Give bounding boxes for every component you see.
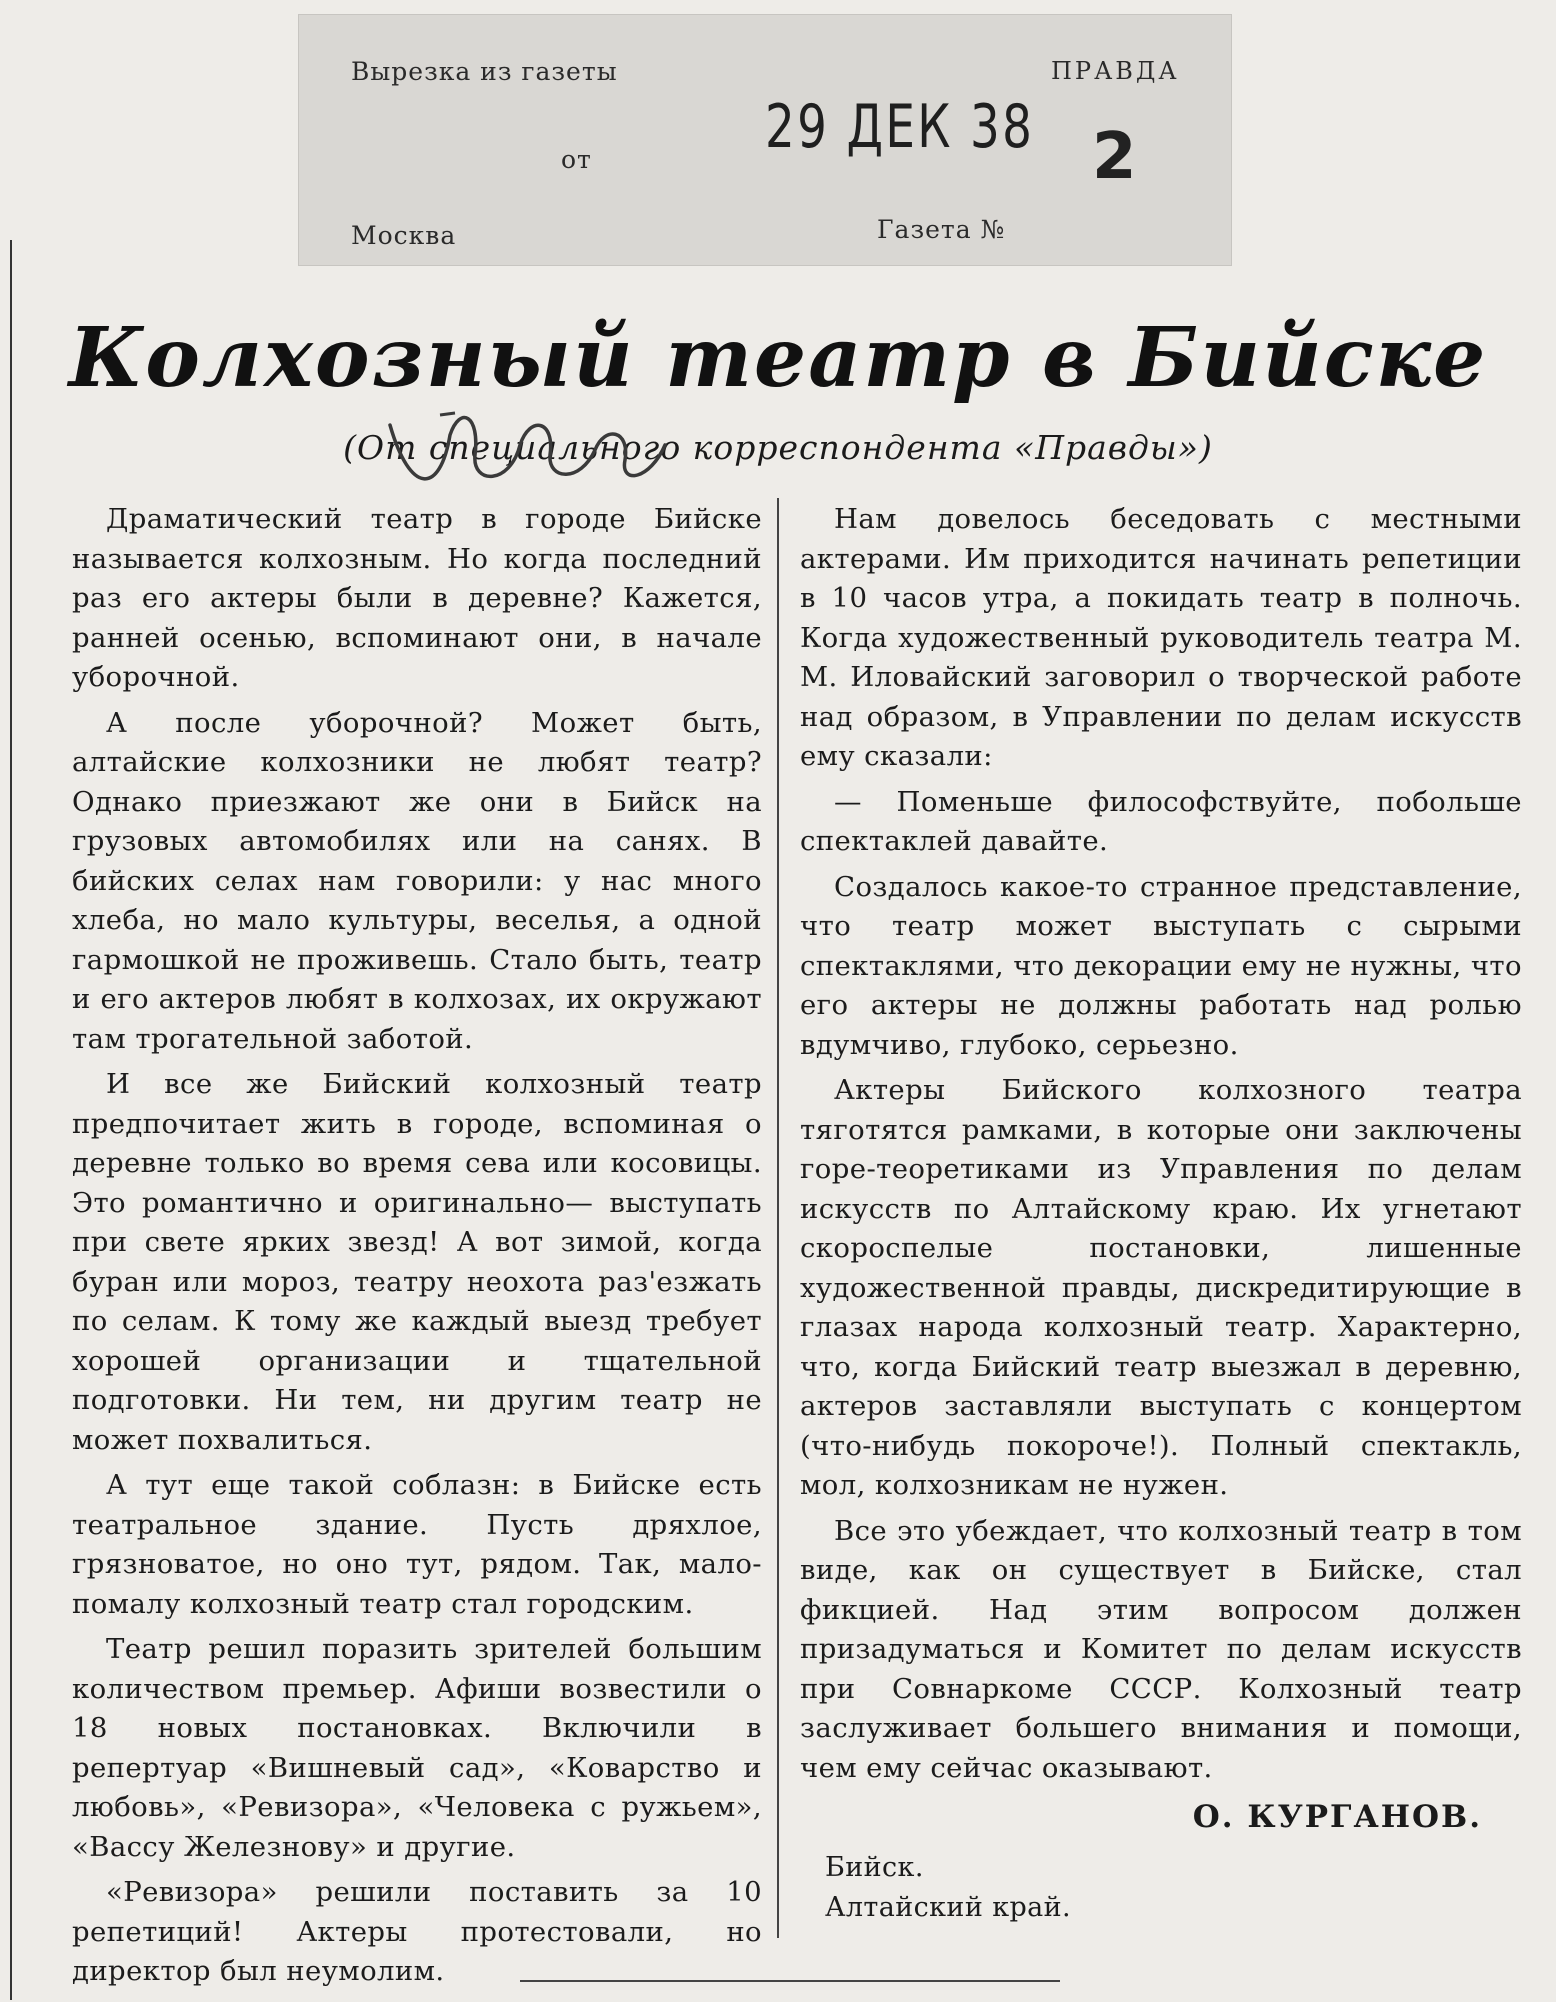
paragraph: Нам довелось беседовать с местными актерами. Им приходится начинать репетиции в 10 часов утра, а покидать театр в полночь. Когда художественный руководитель театра М. М. Иловайский заговорил о творческой работе над образом, в Управлении по делам искусств ему сказали: xyxy=(800,503,1522,772)
article-left-column xyxy=(72,500,762,1998)
dateline-city: Бийск. xyxy=(825,1851,924,1883)
paragraph: Театр решил поразить зрителей большим количеством премьер. Афиши возвестили о 18 новых постановках. Включили в репертуар «Вишневый сад», «Коварство и любовь», «Ревизора», «Человека с ружьем», «Вассу Железнову» и другие. xyxy=(72,1633,762,1863)
paragraph: А тут еще такой соблазн: в Бийске есть театральное здание. Пусть дряхлое, грязноватое, но оно тут, рядом. Так, мало-помалу колхозный театр стал городским. xyxy=(72,1469,762,1620)
author-signature: О. КУРГАНОВ. xyxy=(1192,1799,1482,1835)
label-clipping-from: Вырезка из газеты xyxy=(351,57,618,86)
paragraph: И все же Бийский колхозный театр предпочитает жить в городе, вспоминая о деревне только во время сева или косовицы. Это романтично и оригинально— выступать при свете ярких звезд! А вот зимой, когда буран или мороз, театру неохота раз'езжать по селам. К тому же каждый выезд требует хорошей организации и тщательной подготовки. Ни тем, ни другим театр не может похвалиться. xyxy=(72,1068,762,1456)
paragraph: «Ревизора» решили поставить за 10 репетиций! Актеры протестовали, но директор был неумолим. xyxy=(72,1876,762,1987)
date-stamp: 29 ДЕК 38 xyxy=(765,92,1035,162)
column-divider xyxy=(777,498,779,1938)
paragraph: — Поменьше философствуйте, побольше спектаклей давайте. xyxy=(800,785,1522,857)
handwritten-number: 2 xyxy=(1092,120,1137,194)
bottom-rule xyxy=(520,1980,1060,1982)
label-newspaper-name: ПРАВДА xyxy=(1051,57,1180,85)
dateline-region: Алтайский край. xyxy=(825,1891,1072,1923)
label-from: от xyxy=(561,145,592,174)
paragraph: Все это убеждает, что колхозный театр в том виде, как он существует в Бийске, стал фикцией. Над этим вопросом должен призадуматься и Комитет по делам искусств при Совнаркоме СССР. Колхозный театр заслуживает большего внимания и помощи, чем ему сейчас оказывают. xyxy=(800,1514,1522,1784)
paragraph: Драматический театр в городе Бийске называется колхозным. Но когда последний раз его актеры были в деревне? Кажется, ранней осенью, вспоминают они, в начале уборочной. xyxy=(72,503,762,693)
dateline-place xyxy=(800,1848,1522,1928)
handwritten-scribble-mark xyxy=(380,395,700,505)
article-right-column xyxy=(800,500,1522,1928)
paragraph: А после уборочной? Может быть, алтайские колхозники не любят театр? Однако приезжают же они в Бийск на грузовых автомобилях или на санях. В бийских селах нам говорили: у нас много хлеба, но мало культуры, веселья, а одной гармошкой не проживешь. Стало быть, театр и его актеров любят в колхозах, их окружают там трогательной заботой. xyxy=(72,706,762,1055)
paragraph: Создалось какое-то странное представление, что театр может выступать с сырыми спектаклями, что декорации ему не нужны, что его актеры не должны работать над ролью вдумчиво, глубоко, серьезно. xyxy=(800,870,1522,1061)
article-subtitle: (От специального корреспондента «Правды») xyxy=(343,428,1213,467)
left-border-rule xyxy=(10,240,12,2000)
label-city: Москва xyxy=(351,221,457,250)
article-title: Колхозный театр в Бийске xyxy=(68,310,1488,406)
paragraph: Актеры Бийского колхозного театра тяготятся рамками, в которые они заключены горе-теоретиками из Управления по делам искусств по Алтайскому краю. Их угнетают скороспелые постановки, лишенные художественной правды, дискредитирующие в глазах народа колхозный театр. Характерно, что, когда Бийский театр выезжал в деревню, актеров заставляли выступать с концертом (что-нибудь покороче!). Полный спектакль, мол, колхозникам не нужен. xyxy=(800,1074,1522,1501)
label-issue-number: Газета № xyxy=(877,215,1006,244)
